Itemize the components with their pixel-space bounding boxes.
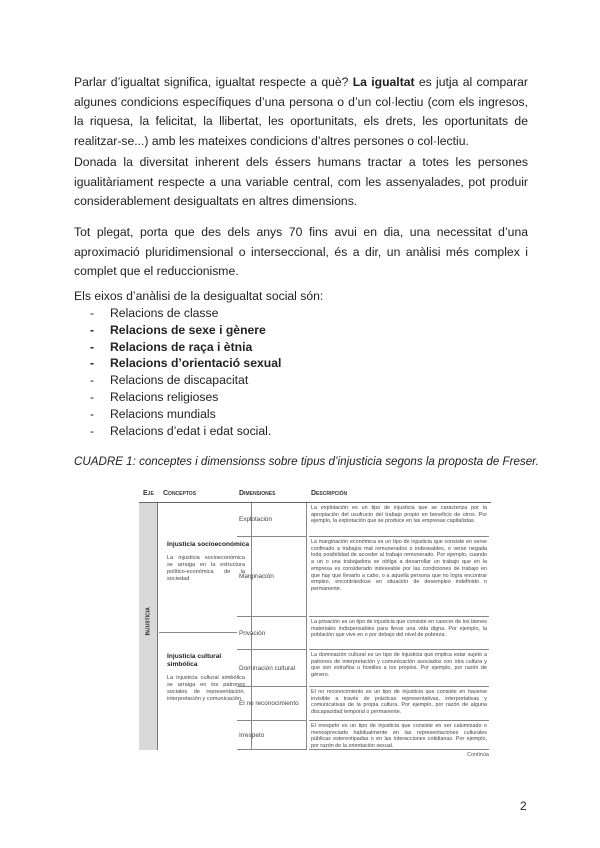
axes-list: [90, 305, 281, 439]
eje-column: [139, 503, 158, 750]
header-eje: Eje: [143, 490, 154, 497]
injustice-table-figure: [139, 487, 491, 758]
dimension-cell: El no reconocimiento: [237, 687, 307, 721]
paragraph-diversity: Donada la diversitat inherent dels éssers humans tractar a totes les persones igualitàriament respecte a una variable central, com les assenyalades, pot produir considerablement desigualtats en altres dimensions.: [74, 155, 528, 208]
header-descripcion: Descripción: [311, 490, 348, 497]
figure-caption: CUADRE 1: conceptes i dimensionss sobre tipus d’injusticia segons la proposta de Freser.: [74, 455, 539, 468]
paragraph-intersectional: Tot plegat, porta que des dels anys 70 fins avui en dia, una necessitat d’una aproximació pluridimensional o interseccional, és a dir, un anàlisi més complex i complet que el reduccionisme.: [74, 225, 528, 278]
concept-description: La injusticia socioeconómica se arraiga en la estructura político-económica de la sociedad: [167, 555, 245, 582]
list-item: - Relacions mundials: [90, 406, 281, 423]
description-cell: El no reconocimiento es un tipo de injusticia que consiste en hacerse invisible a través de prácticas representativas, interpretativas y comunicativas de la propia cultura. Por ejemplo, por razón de alguna discapacidad temporal o permanente.: [309, 687, 489, 721]
dimension-cell: Explotación: [237, 503, 307, 537]
concept-description: La injusticia cultural simbólica se arraiga en los patrones sociales de representación, interpretación y comunicación: [167, 675, 245, 702]
bold-term: La igualtat: [352, 75, 415, 89]
list-item: - Relacions religioses: [90, 389, 281, 406]
list-item: - Relacions d’edat i edat social.: [90, 423, 281, 440]
description-cell: La marginación económica es un tipo de injusticia que consiste en verse confinado a trabajos mal remunerados o indeseables, o verse negada toda posibilidad de acceder al trabajo remunerado. Por ejemplo, cuando a un o una trabajadora se obliga a desarrollar un trabajo que en la empresa es considerado indeseable por las condiciones de trabajo en que hay que llevarlo a cabo, o a aquella persona que no logra encontrar empleo, encontrándose en situación de desempleo indefinido o permanente.: [309, 537, 489, 617]
page-number: 2: [520, 799, 527, 813]
concept-title: Injusticia socioeconómica: [167, 541, 250, 548]
description-cell: La dominación cultural es un tipo de injusticia que implica estar sujeto a patrones de interpretación y comunicación asociados con otra cultura y que son extraños u hostiles a los propios. Por ejemplo, por razón de género.: [309, 650, 489, 687]
header-dimensiones: Dimensiones: [239, 490, 276, 497]
paragraph-text: Parlar d’igualtat significa, igualtat respecte a què?: [74, 75, 353, 89]
list-item: - Relacions de discapacitat: [90, 372, 281, 389]
description-cell: La explotación es un tipo de injusticia que se caracteriza por la apropiación del usufructo del trabajo propio en beneficio de otros. Por ejemplo, la explotación que se produce en las empresas capitalistas.: [309, 503, 489, 537]
description-cell: El irrespeto es un tipo de injusticia que consiste en ser calumniado o menospreciado habitualmente en las representaciones culturales públicas estereotipadas o en las interacciones cotidianas. Por ejemplo, por razón de la orientación sexual.: [311, 723, 487, 750]
axes-intro: Els eixos d’anàlisi de la desigualtat social són:: [74, 289, 324, 303]
list-item: - Relacions de classe: [90, 305, 281, 322]
concept-title: Injusticia cultural simbólica: [167, 653, 222, 668]
list-item: - Relacions de raça i ètnia: [90, 339, 281, 356]
paragraph-text: es jutja al comparar algunes condicions específiques d’una persona o d’un col·lectiu (com els ingresos, la riquesa, la felicitat, la llibertat, les oportunitats, els drets, les oportunitats de realitzar-se...) amb les mateixes condicions d’altres persones o col·lectiu.: [74, 75, 528, 148]
eje-label: Injusticia: [144, 607, 152, 636]
header-conceptos: Conceptos: [163, 490, 197, 497]
list-item: - Relacions d’orientació sexual: [90, 355, 281, 372]
dimension-cell: Irrespeto: [237, 721, 307, 750]
dimension-cell: Marginación: [237, 537, 307, 617]
dimension-cell: Privación: [237, 617, 307, 650]
list-item: - Relacions de sexe i gènere: [90, 322, 281, 339]
continued-note: Continúa: [466, 752, 489, 758]
paragraph-equality: [74, 73, 528, 151]
dimension-cell: Dominación cultural: [237, 650, 307, 687]
description-cell: La privación es un tipo de injusticia que consiste en carecer de los bienes materiales indispensables para llevar una vida digna. Por ejemplo, la población que vive en o por debajo del nivel de pobreza.: [309, 617, 489, 650]
